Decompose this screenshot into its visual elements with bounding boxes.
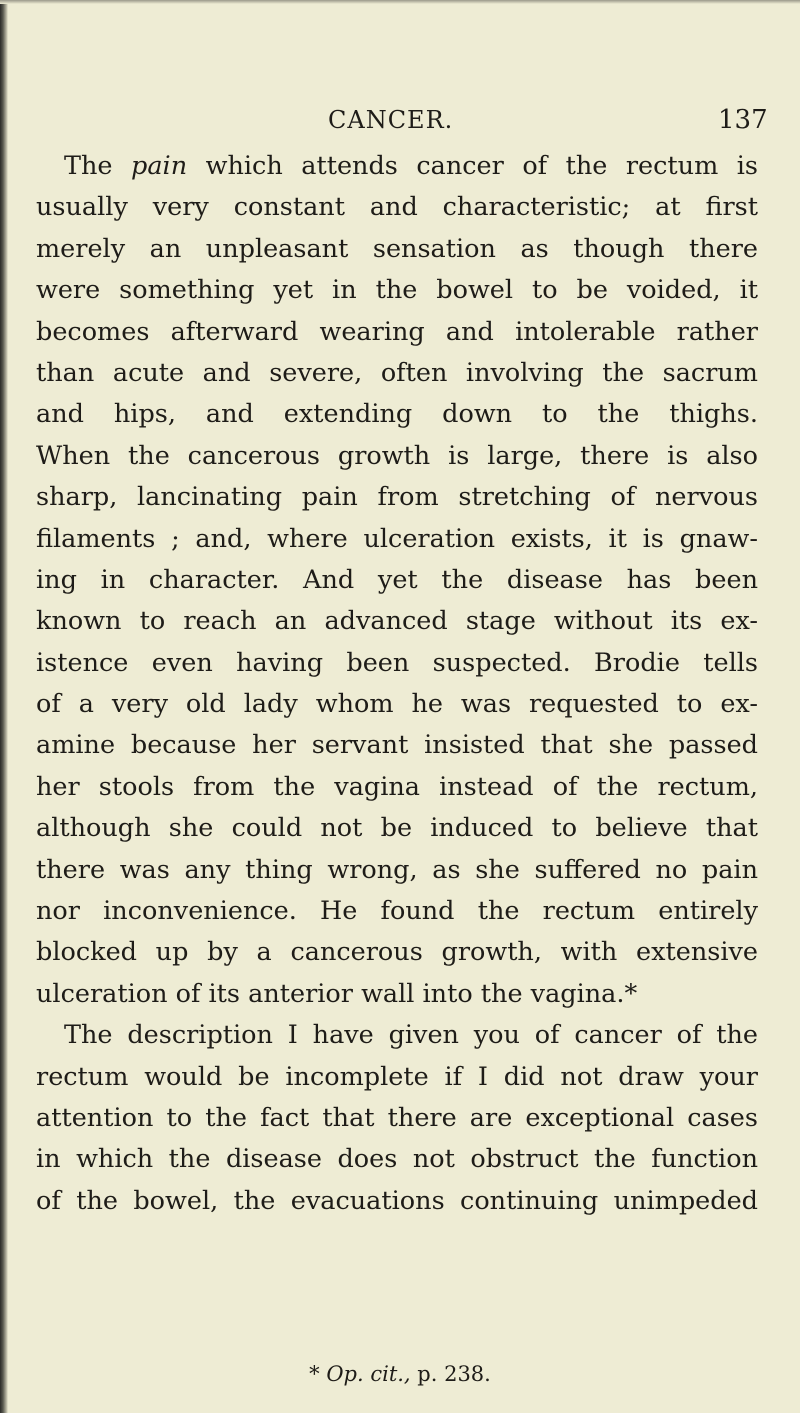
footnote-page: p. 238. xyxy=(417,1362,491,1386)
emphasis-word: pain xyxy=(131,151,188,181)
text-line: were something yet in the bowel to be voided, it xyxy=(36,275,758,306)
page-top-edge xyxy=(0,0,800,4)
text-line: usually very constant and characteristic; at first xyxy=(36,192,758,223)
running-title: CANCER. xyxy=(328,106,454,134)
footnote xyxy=(0,1359,800,1389)
body-text xyxy=(36,146,758,1222)
text-line: attention to the fact that there are exceptional cases xyxy=(36,1102,758,1133)
first-line-rest: which attends cancer of the rectum is xyxy=(205,151,758,181)
text-line: her stools from the vagina instead of the rectum, xyxy=(36,771,758,802)
text-line: of a very old lady whom he was requested to ex- xyxy=(36,689,758,720)
footnote-marker: * xyxy=(309,1362,320,1386)
text-line: rectum would be incomplete if I did not draw your xyxy=(36,1061,758,1092)
text-line: known to reach an advanced stage without its ex- xyxy=(36,606,758,637)
text-line: sharp, lancinating pain from stretching of nervous xyxy=(36,482,758,513)
text-line: ulceration of its anterior wall into the vagina.* xyxy=(36,978,638,1009)
text-line: istence even having been suspected. Brodie tells xyxy=(36,647,758,678)
text-line: although she could not be induced to believe that xyxy=(36,813,758,844)
running-head xyxy=(0,100,800,140)
page-binding-edge xyxy=(0,0,8,1413)
text-line: amine because her servant insisted that she passed xyxy=(36,730,758,761)
text-line: becomes afterward wearing and intolerable rather xyxy=(36,316,758,347)
paragraph-1-first-line xyxy=(36,146,758,187)
text-line: The description I have given you of cancer of the xyxy=(64,1020,758,1051)
text-line: nor inconvenience. He found the rectum entirely xyxy=(36,896,758,927)
text-line: ing in character. And yet the disease has been xyxy=(36,564,758,595)
text-line: merely an unpleasant sensation as though there xyxy=(36,233,758,264)
text-line: in which the disease does not obstruct the function xyxy=(36,1144,758,1175)
first-word: The xyxy=(64,151,113,181)
text-line: blocked up by a cancerous growth, with extensive xyxy=(36,937,758,968)
text-line: than acute and severe, often involving the sacrum xyxy=(36,357,758,388)
footnote-citation: Op. cit., xyxy=(326,1362,411,1386)
text-line: and hips, and extending down to the thighs. xyxy=(36,399,758,430)
text-line: When the cancerous growth is large, there is also xyxy=(36,440,758,471)
page-number: 137 xyxy=(718,105,768,135)
text-line: filaments ; and, where ulceration exists, it is gnaw- xyxy=(36,523,758,554)
text-line: of the bowel, the evacuations continuing unimpeded xyxy=(36,1185,758,1216)
text-line: there was any thing wrong, as she suffered no pain xyxy=(36,854,758,885)
